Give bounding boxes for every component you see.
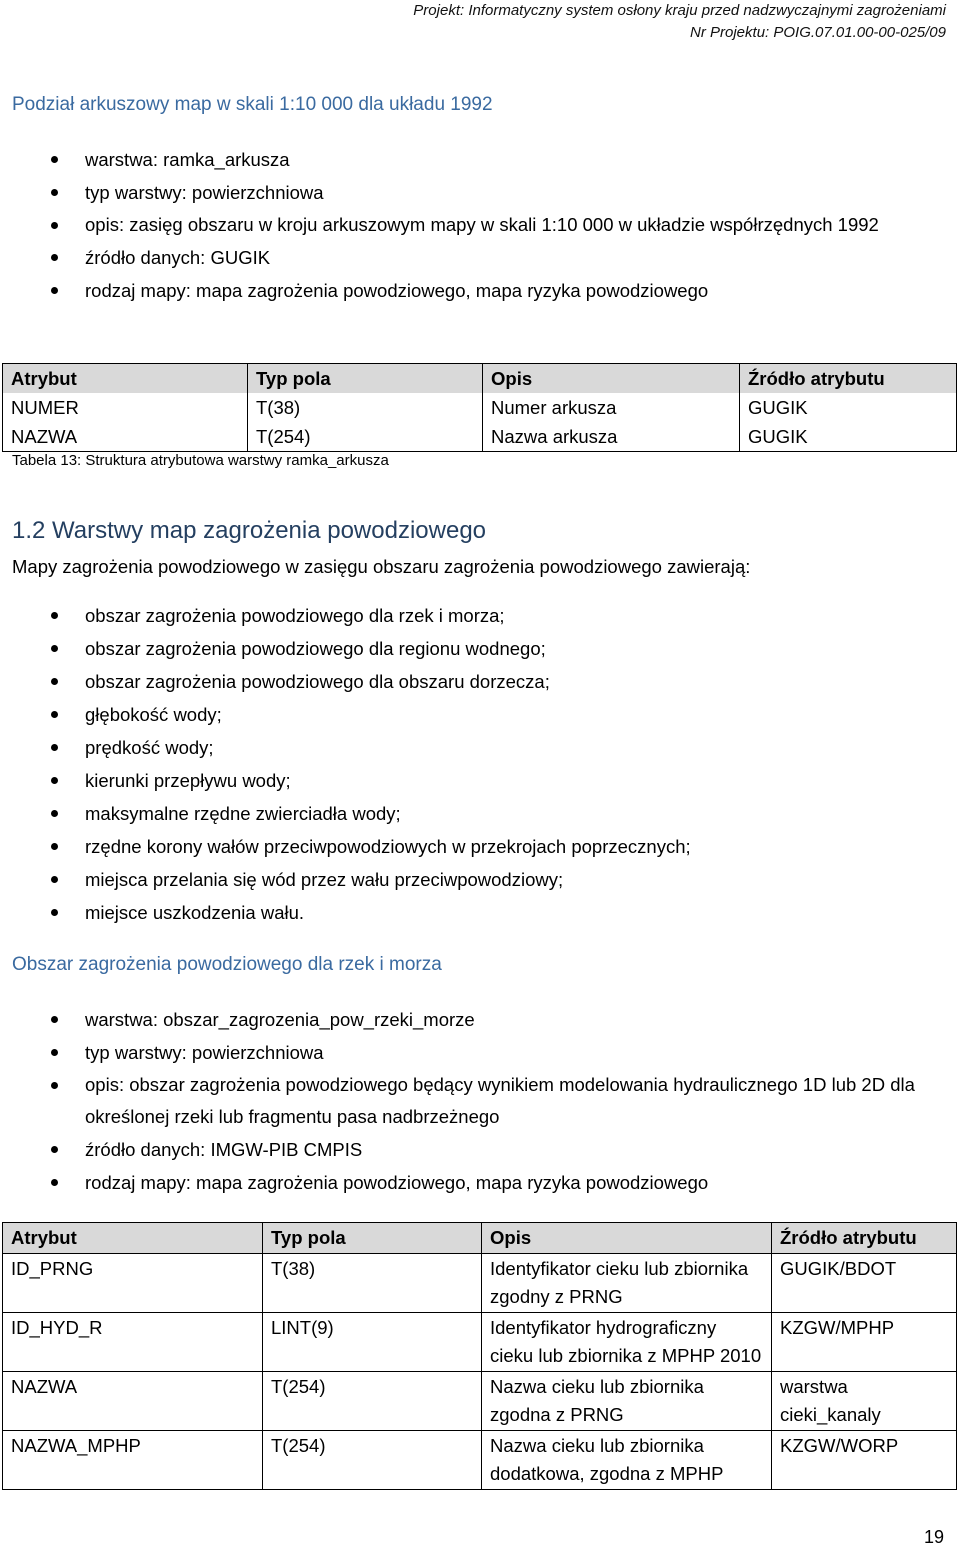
project-number: Nr Projektu: POIG.07.01.00-00-025/09 (690, 24, 946, 41)
table-cell: GUGIK/BDOT (772, 1254, 957, 1313)
table-cell: Numer arkusza (483, 393, 740, 422)
table-row (3, 1313, 957, 1372)
table-cell: KZGW/MPHP (772, 1313, 957, 1372)
column-header: Źródło atrybutu (772, 1223, 957, 1254)
list-item: rzędne korony wałów przeciwpowodziowych w przekrojach poprzecznych; (0, 830, 940, 863)
table-row (3, 393, 957, 422)
table-cell: NUMER (3, 393, 248, 422)
table-cell: NAZWA (3, 1372, 263, 1431)
table-caption: Tabela 13: Struktura atrybutowa warstwy ramka_arkusza (12, 452, 389, 469)
attribute-table-ramka (2, 363, 957, 452)
column-header: Typ pola (248, 364, 483, 394)
section3-bullets (0, 1003, 940, 1199)
table-cell: Identyfikator cieku lub zbiornika zgodny z PRNG (482, 1254, 772, 1313)
table-cell: NAZWA_MPHP (3, 1431, 263, 1490)
table-cell: Identyfikator hydrograficzny cieku lub zbiornika z MPHP 2010 (482, 1313, 772, 1372)
list-item: typ warstwy: powierzchniowa (0, 1036, 940, 1069)
page-number: 19 (923, 1527, 944, 1547)
section1-bullets (0, 143, 940, 307)
section2-intro: Mapy zagrożenia powodziowego w zasięgu obszaru zagrożenia powodziowego zawierają: (12, 556, 751, 577)
section3-title: Obszar zagrożenia powodziowego dla rzek i morza (12, 954, 442, 975)
list-item: miejsca przelania się wód przez wału przeciwpowodziowy; (0, 863, 940, 896)
list-item: warstwa: obszar_zagrozenia_pow_rzeki_morze (0, 1003, 940, 1036)
list-item: głębokość wody; (0, 698, 940, 731)
table-cell: T(38) (263, 1254, 482, 1313)
list-item: warstwa: ramka_arkusza (0, 143, 940, 176)
table-row (3, 1431, 957, 1490)
list-item: maksymalne rzędne zwierciadła wody; (0, 797, 940, 830)
table-cell: Nazwa cieku lub zbiornika dodatkowa, zgodna z MPHP (482, 1431, 772, 1490)
column-header: Opis (482, 1223, 772, 1254)
list-item: obszar zagrożenia powodziowego dla regionu wodnego; (0, 632, 940, 665)
table-cell: warstwa cieki_kanaly (772, 1372, 957, 1431)
table-cell: ID_HYD_R (3, 1313, 263, 1372)
list-item: źródło danych: IMGW-PIB CMPIS (0, 1133, 940, 1166)
list-item: źródło danych: GUGIK (0, 241, 940, 274)
page-header (413, 0, 946, 44)
list-item: miejsce uszkodzenia wału. (0, 896, 940, 929)
list-item: obszar zagrożenia powodziowego dla rzek i morza; (0, 599, 940, 632)
table-row (3, 422, 957, 452)
table-cell: GUGIK (740, 422, 957, 452)
table-cell: T(38) (248, 393, 483, 422)
list-item: opis: zasięg obszaru w kroju arkuszowym mapy w skali 1:10 000 w układzie współrzędnych 1992 (0, 209, 940, 241)
section2-bullets (0, 599, 940, 929)
list-item: kierunki przepływu wody; (0, 764, 940, 797)
table-cell: T(254) (248, 422, 483, 452)
list-item: typ warstwy: powierzchniowa (0, 176, 940, 209)
table-cell: Nazwa arkusza (483, 422, 740, 452)
table-row (3, 1372, 957, 1431)
list-item: rodzaj mapy: mapa zagrożenia powodziowego, mapa ryzyka powodziowego (0, 274, 940, 307)
list-item: obszar zagrożenia powodziowego dla obszaru dorzecza; (0, 665, 940, 698)
list-item: rodzaj mapy: mapa zagrożenia powodziowego, mapa ryzyka powodziowego (0, 1166, 940, 1199)
project-title: Projekt: Informatyczny system osłony kraju przed nadzwyczajnymi zagrożeniami (413, 2, 946, 19)
section1-title: Podział arkuszowy map w skali 1:10 000 dla układu 1992 (12, 94, 493, 115)
table-row (3, 1254, 957, 1313)
table-header-row (3, 1223, 957, 1254)
column-header: Atrybut (3, 364, 248, 394)
table-cell: T(254) (263, 1372, 482, 1431)
table-cell: ID_PRNG (3, 1254, 263, 1313)
table-cell: NAZWA (3, 422, 248, 452)
section2-title: 1.2 Warstwy map zagrożenia powodziowego (12, 517, 487, 544)
table-cell: KZGW/WORP (772, 1431, 957, 1490)
table-header-row (3, 364, 957, 394)
table-cell: Nazwa cieku lub zbiornika zgodna z PRNG (482, 1372, 772, 1431)
column-header: Opis (483, 364, 740, 394)
table-cell: GUGIK (740, 393, 957, 422)
column-header: Typ pola (263, 1223, 482, 1254)
list-item: opis: obszar zagrożenia powodziowego będący wynikiem modelowania hydraulicznego 1D lub 2D dla określonej rzeki lub fragmentu pasa nadbrzeżnego (0, 1069, 940, 1133)
column-header: Źródło atrybutu (740, 364, 957, 394)
table-cell: T(254) (263, 1431, 482, 1490)
list-item: prędkość wody; (0, 731, 940, 764)
column-header: Atrybut (3, 1223, 263, 1254)
attribute-table-obszar (2, 1222, 957, 1490)
table-cell: LINT(9) (263, 1313, 482, 1372)
